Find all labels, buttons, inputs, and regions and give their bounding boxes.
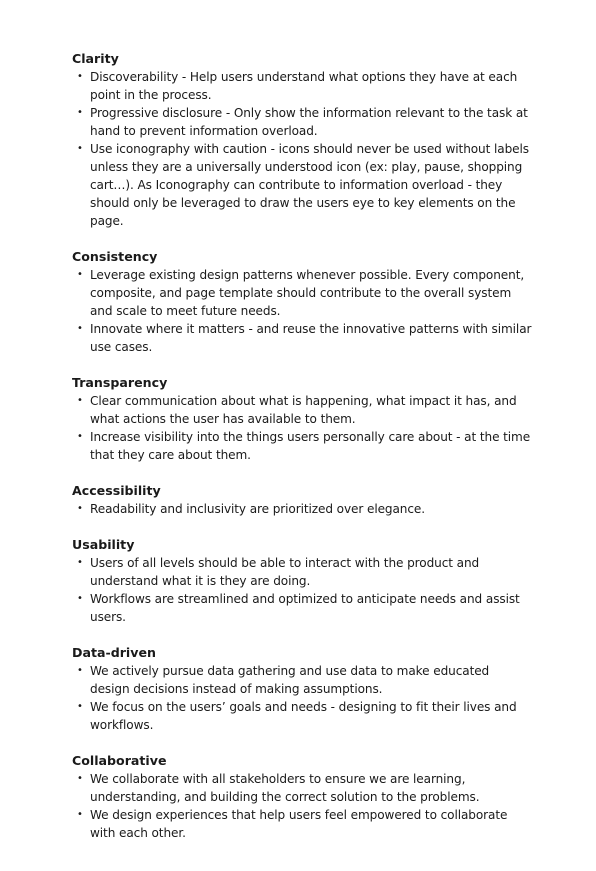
section-heading: Transparency bbox=[72, 375, 168, 390]
section-clarity bbox=[72, 50, 532, 230]
bullet-list bbox=[72, 662, 532, 734]
section-heading: Clarity bbox=[72, 51, 119, 66]
list-item: • Leverage existing design patterns whenever possible. Every component, composite, and page template should contribute to the overall system and scale to meet future needs. bbox=[72, 266, 532, 320]
list-item: • Use iconography with caution - icons should never be used without labels unless they are a universally understood icon (ex: play, pause, shopping cart…). As Iconography can contribute to information overload - they should only be leveraged to draw the users eye to key elements on the page. bbox=[72, 140, 532, 230]
bullet-list bbox=[72, 392, 532, 464]
section-heading: Usability bbox=[72, 537, 135, 552]
bullet-list bbox=[72, 68, 532, 230]
section-data-driven bbox=[72, 644, 532, 734]
list-item: • Discoverability - Help users understand what options they have at each point in the process. bbox=[72, 68, 532, 104]
list-item: • Innovate where it matters - and reuse the innovative patterns with similar use cases. bbox=[72, 320, 532, 356]
bullet-list bbox=[72, 770, 532, 842]
bullet-list bbox=[72, 500, 532, 518]
section-accessibility bbox=[72, 482, 532, 518]
list-item: • We focus on the users’ goals and needs - designing to fit their lives and workflows. bbox=[72, 698, 532, 734]
list-item: • Readability and inclusivity are prioritized over elegance. bbox=[72, 500, 532, 518]
section-heading: Accessibility bbox=[72, 483, 161, 498]
list-item: • We collaborate with all stakeholders to ensure we are learning, understanding, and building the correct solution to the problems. bbox=[72, 770, 532, 806]
section-collaborative bbox=[72, 752, 532, 842]
section-heading: Data-driven bbox=[72, 645, 156, 660]
section-heading: Consistency bbox=[72, 249, 158, 264]
list-item: • We design experiences that help users feel empowered to collaborate with each other. bbox=[72, 806, 532, 842]
list-item: • Clear communication about what is happening, what impact it has, and what actions the user has available to them. bbox=[72, 392, 532, 428]
document-content bbox=[72, 50, 532, 860]
list-item: • Increase visibility into the things users personally care about - at the time that they care about them. bbox=[72, 428, 532, 464]
section-usability bbox=[72, 536, 532, 626]
section-transparency bbox=[72, 374, 532, 464]
list-item: • We actively pursue data gathering and use data to make educated design decisions instead of making assumptions. bbox=[72, 662, 532, 698]
section-heading: Collaborative bbox=[72, 753, 167, 768]
list-item: • Progressive disclosure - Only show the information relevant to the task at hand to prevent information overload. bbox=[72, 104, 532, 140]
list-item: • Workflows are streamlined and optimized to anticipate needs and assist users. bbox=[72, 590, 532, 626]
bullet-list bbox=[72, 554, 532, 626]
list-item: • Users of all levels should be able to interact with the product and understand what it is they are doing. bbox=[72, 554, 532, 590]
bullet-list bbox=[72, 266, 532, 356]
section-consistency bbox=[72, 248, 532, 356]
